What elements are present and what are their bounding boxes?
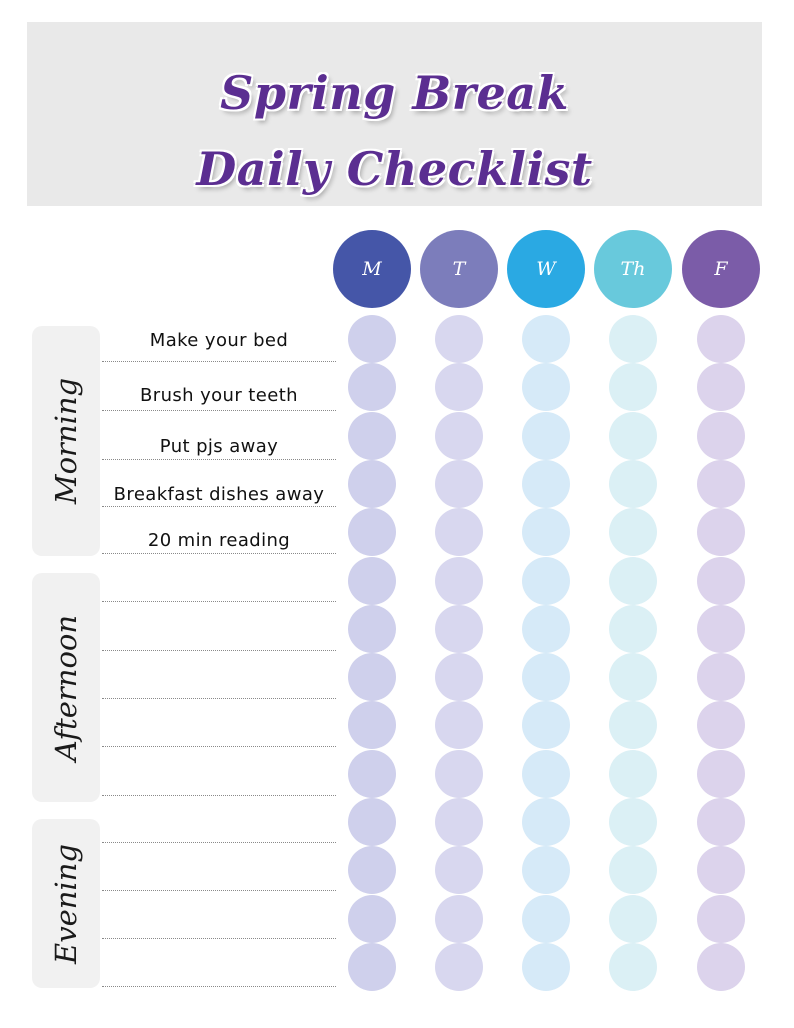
check-dot[interactable] <box>697 846 745 894</box>
task-line[interactable] <box>102 361 336 362</box>
check-dot[interactable] <box>609 315 657 363</box>
check-dot[interactable] <box>348 653 396 701</box>
check-dot[interactable] <box>522 508 570 556</box>
task-line[interactable] <box>102 650 336 651</box>
check-dot[interactable] <box>435 653 483 701</box>
task-text: Breakfast dishes away <box>113 484 325 505</box>
task-line[interactable] <box>102 746 336 747</box>
task-text: Put pjs away <box>159 436 279 457</box>
section-morning <box>32 326 100 556</box>
check-dot[interactable] <box>522 750 570 798</box>
check-dot[interactable] <box>697 508 745 556</box>
check-dot[interactable] <box>609 508 657 556</box>
day-circle-m: M <box>333 230 411 308</box>
check-dot[interactable] <box>435 605 483 653</box>
check-dot[interactable] <box>522 701 570 749</box>
check-dot[interactable] <box>435 412 483 460</box>
task-line[interactable] <box>102 890 336 891</box>
check-dot[interactable] <box>348 895 396 943</box>
task-line[interactable] <box>102 698 336 699</box>
check-dot[interactable] <box>697 605 745 653</box>
section-label-morning: Morning <box>49 377 83 505</box>
check-dot[interactable] <box>435 895 483 943</box>
check-dot[interactable] <box>609 798 657 846</box>
check-dot[interactable] <box>522 557 570 605</box>
check-dot[interactable] <box>697 412 745 460</box>
check-dot[interactable] <box>609 460 657 508</box>
check-dot[interactable] <box>348 605 396 653</box>
check-dot[interactable] <box>609 895 657 943</box>
task-line[interactable] <box>102 986 336 987</box>
day-circle-t: T <box>420 230 498 308</box>
check-dot[interactable] <box>609 412 657 460</box>
check-dot[interactable] <box>348 846 396 894</box>
check-dot[interactable] <box>697 315 745 363</box>
section-afternoon <box>32 573 100 802</box>
check-dot[interactable] <box>435 750 483 798</box>
task-line[interactable] <box>102 842 336 843</box>
check-dot[interactable] <box>522 315 570 363</box>
task-text: 20 min reading <box>147 530 291 551</box>
task-line[interactable] <box>102 506 336 507</box>
task-line[interactable] <box>102 938 336 939</box>
section-evening <box>32 819 100 988</box>
check-dot[interactable] <box>522 846 570 894</box>
section-label-evening: Evening <box>49 843 83 964</box>
check-dot[interactable] <box>348 315 396 363</box>
check-dot[interactable] <box>348 943 396 991</box>
check-dot[interactable] <box>522 460 570 508</box>
check-dot[interactable] <box>348 460 396 508</box>
check-dot[interactable] <box>435 460 483 508</box>
check-dot[interactable] <box>435 701 483 749</box>
day-circle-f: F <box>682 230 760 308</box>
check-dot[interactable] <box>522 605 570 653</box>
check-dot[interactable] <box>522 653 570 701</box>
check-dot[interactable] <box>435 557 483 605</box>
day-circle-th: Th <box>594 230 672 308</box>
check-dot[interactable] <box>609 363 657 411</box>
check-dot[interactable] <box>609 943 657 991</box>
title-line-1: Spring Break <box>220 66 569 120</box>
task-line[interactable] <box>102 553 336 554</box>
check-dot[interactable] <box>348 557 396 605</box>
check-dot[interactable] <box>522 363 570 411</box>
check-dot[interactable] <box>435 315 483 363</box>
check-dot[interactable] <box>435 798 483 846</box>
check-dot[interactable] <box>697 460 745 508</box>
task-text: Brush your teeth <box>140 385 298 406</box>
task-line[interactable] <box>102 795 336 796</box>
check-dot[interactable] <box>348 750 396 798</box>
check-dot[interactable] <box>609 605 657 653</box>
check-dot[interactable] <box>697 653 745 701</box>
check-dot[interactable] <box>697 895 745 943</box>
check-dot[interactable] <box>697 798 745 846</box>
check-dot[interactable] <box>435 508 483 556</box>
check-dot[interactable] <box>348 701 396 749</box>
check-dot[interactable] <box>348 363 396 411</box>
check-dot[interactable] <box>609 750 657 798</box>
title-banner <box>27 22 762 206</box>
check-dot[interactable] <box>609 701 657 749</box>
task-line[interactable] <box>102 459 336 460</box>
check-dot[interactable] <box>697 750 745 798</box>
check-dot[interactable] <box>348 798 396 846</box>
check-dot[interactable] <box>348 508 396 556</box>
day-circle-w: W <box>507 230 585 308</box>
check-dot[interactable] <box>348 412 396 460</box>
task-line[interactable] <box>102 601 336 602</box>
check-dot[interactable] <box>609 653 657 701</box>
check-dot[interactable] <box>609 846 657 894</box>
task-line[interactable] <box>102 410 336 411</box>
check-dot[interactable] <box>522 798 570 846</box>
task-text: Make your bed <box>149 330 289 351</box>
check-dot[interactable] <box>697 943 745 991</box>
title-line-2: Daily Checklist <box>196 142 593 196</box>
section-label-afternoon: Afternoon <box>49 614 83 761</box>
check-dot[interactable] <box>609 557 657 605</box>
check-dot[interactable] <box>522 412 570 460</box>
check-dot[interactable] <box>697 701 745 749</box>
check-dot[interactable] <box>697 363 745 411</box>
check-dot[interactable] <box>435 846 483 894</box>
check-dot[interactable] <box>435 363 483 411</box>
check-dot[interactable] <box>522 895 570 943</box>
check-dot[interactable] <box>435 943 483 991</box>
check-dot[interactable] <box>697 557 745 605</box>
check-dot[interactable] <box>522 943 570 991</box>
